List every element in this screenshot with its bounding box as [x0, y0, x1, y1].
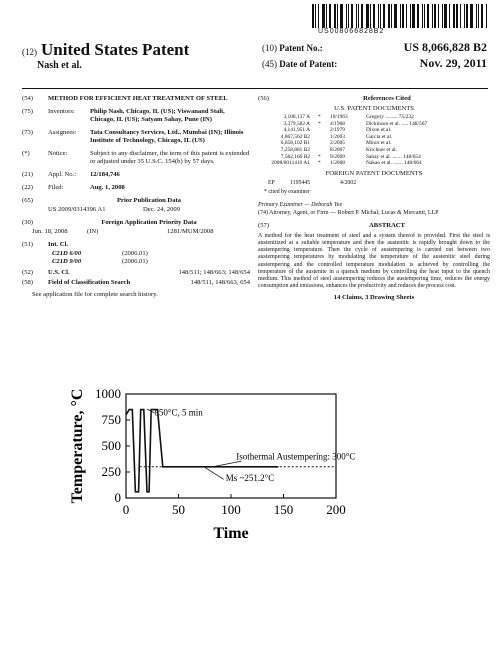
us-doc-date: 10/1963	[330, 114, 348, 120]
us-doc-number: 4,141,951 A	[283, 127, 310, 134]
uscl-value: 148/511; 148/663; 148/654	[178, 269, 250, 276]
prior-code: (65)	[22, 197, 33, 204]
x-tick-label: 50	[172, 502, 185, 517]
y-tick-label: 500	[101, 438, 121, 453]
intcl-row	[52, 258, 250, 266]
refs-heading: References Cited	[363, 95, 411, 102]
patent-title-banner: United States Patent	[41, 40, 190, 59]
patent-no-code: (10)	[262, 43, 277, 53]
us-doc-date: 2/2005	[330, 140, 345, 147]
us-doc-row	[258, 114, 490, 121]
us-doc-inventor: Kirchner et al.	[366, 146, 397, 153]
us-doc-flag: *	[318, 120, 321, 127]
us-doc-date: 2/1979	[330, 127, 345, 134]
assignee-code: (73)	[22, 129, 33, 136]
us-doc-date: 4/1968	[330, 120, 345, 127]
bibliographic-column	[22, 95, 250, 299]
us-doc-row	[258, 121, 490, 128]
foreign-priority-row	[22, 228, 250, 236]
foreign-docs-list	[258, 179, 490, 187]
us-doc-flag	[318, 134, 330, 141]
y-tick-label: 0	[114, 490, 121, 505]
foreign-doc-number: 1195445	[290, 179, 311, 186]
intcl-code: (51)	[22, 241, 33, 248]
us-doc-date: 8/2007	[330, 146, 345, 153]
appl-field	[22, 171, 250, 179]
notice-value: Subject to any disclaimer, the term of this patent is extended or adjusted under 35 U.S.C. 154(b) by 57 days.	[90, 150, 250, 165]
us-doc-date: 9/2009	[330, 153, 345, 160]
claims-sheets: 14 Claims, 3 Drawing Sheets	[333, 294, 415, 302]
appl-label: Appl. No.:	[48, 171, 77, 178]
us-docs-list	[258, 114, 490, 167]
x-tick-label: 200	[326, 502, 346, 517]
us-doc-number: 7,582,166 B2	[280, 153, 310, 160]
inventors-field	[22, 108, 250, 124]
header-left	[22, 40, 189, 71]
us-doc-number: 7,258,881 B2	[280, 146, 310, 153]
notice-field	[22, 150, 250, 166]
title-code: (54)	[22, 95, 33, 102]
uscl-label: U.S. Cl.	[48, 269, 70, 276]
abstract-text: A method for the heat treatment of steel and a system thereof is provided. First the steel is austenitized at a suitable temperature and then the austenitic is rapidly brought down to the austempering temperature. Then the cycle of austempering is carried out between two austempering temperatures by modulating the temperature of the austenitic steel during austempering and the controlled temperature modulation is achieved by controlling the temperature of the austenite in a quench medium by controlling the heat input to the quench medium. This method of steel austempering reduces the austempering time, reduces the energy consumption and emissions, enhances the productivity and reduces the process cost.	[258, 232, 490, 290]
intcl-version: (2006.01)	[122, 258, 148, 265]
us-doc-number: 3,379,582 A	[283, 120, 310, 127]
us-doc-row	[258, 160, 490, 167]
us-doc-flag: *	[318, 153, 321, 160]
filed-field	[22, 184, 250, 192]
field-search-code: (58)	[22, 279, 33, 286]
intcl-field	[22, 241, 250, 249]
uscl-code: (52)	[22, 269, 33, 276]
us-doc-inventor: Minor et al.	[366, 140, 392, 147]
us-doc-inventor: Gregory ......... 75/232	[366, 114, 414, 120]
foreign-priority-date: Jun. 18, 2008	[32, 228, 68, 235]
doc-code: (12)	[22, 47, 37, 57]
prior-pub-row	[22, 206, 250, 214]
filed-date: Aug. 1, 2008	[90, 184, 125, 191]
inventors-label: Inventors:	[48, 108, 75, 115]
assignee-label: Assignees:	[48, 129, 77, 136]
field-search	[22, 279, 250, 287]
us-doc-inventor: Nakao et al. ....... 148/664	[366, 160, 422, 167]
patent-date: Nov. 29, 2011	[419, 56, 487, 70]
x-tick-label: 150	[273, 502, 294, 517]
annotation-ms: Ms ~251.2°C	[225, 472, 275, 483]
y-tick-label: 250	[101, 464, 121, 479]
us-doc-flag	[318, 127, 330, 134]
date-label: Date of Patent:	[279, 59, 338, 69]
foreign-doc-country: EP	[268, 179, 275, 186]
us-doc-row	[258, 134, 490, 141]
title-field	[22, 95, 250, 103]
us-doc-inventor: Dixon et al.	[366, 127, 392, 134]
annotation-isothermal: Isothermal Austempering: 300°C	[236, 451, 356, 462]
foreign-priority-heading: Foreign Application Priority Data	[101, 219, 197, 226]
intcl-list	[22, 250, 250, 266]
filed-label: Filed:	[48, 184, 64, 191]
x-axis-label: Time	[213, 525, 249, 542]
us-doc-flag	[318, 140, 330, 147]
us-doc-flag: *	[318, 160, 321, 167]
temperature-time-chart	[0, 372, 500, 645]
us-doc-number: 6,858,102 B1	[280, 140, 310, 147]
annotation-arrow	[205, 467, 224, 479]
see-application: See application file for complete search history.	[32, 291, 158, 298]
y-tick-label: 1000	[95, 386, 121, 401]
us-doc-flag	[318, 147, 330, 154]
us-doc-number: 2008/0011410 A1	[271, 160, 310, 167]
refs-code: (56)	[258, 95, 269, 102]
cited-by: * cited by examiner	[264, 188, 310, 195]
intcl-version: (2006.01)	[122, 250, 148, 257]
filed-code: (22)	[22, 184, 33, 191]
foreign-priority-code: (30)	[22, 219, 33, 226]
inventors-short: Nash et al.	[37, 60, 82, 71]
abstract-code: (57)	[258, 221, 269, 229]
foreign-priority-field	[22, 219, 250, 227]
inventors-value: Philip Nash, Chicago, IL (US); Viswanand Stali, Chicago, IL (US); Satyam Sahay, Pune (IN)	[90, 108, 225, 123]
us-doc-number: 4,867,562 B2	[280, 133, 310, 140]
us-doc-date: 1/2008	[330, 160, 345, 167]
patent-number: US 8,066,828 B2	[403, 40, 487, 54]
us-doc-inventor: Garcia et al.	[366, 133, 393, 140]
abstract-header	[258, 222, 490, 230]
y-axis-label: Temperature, °C	[69, 388, 86, 504]
abstract-heading: ABSTRACT	[369, 221, 405, 229]
us-doc-row	[258, 127, 490, 134]
us-docs-heading: U.S. PATENT DOCUMENTS	[334, 105, 414, 112]
appl-code: (21)	[22, 171, 33, 178]
prior-pub-field	[22, 197, 250, 205]
intcl-row	[52, 250, 250, 258]
notice-label: Notice:	[48, 150, 68, 157]
field-search-label: Field of Classification Search	[48, 279, 131, 286]
intcl-class: C21D 9/00	[52, 258, 82, 265]
foreign-doc-row	[268, 179, 490, 187]
attorney: (74) Attorney, Agent, or Firm — Robert P. Michal; Lucas & Mercanti, LLP	[258, 209, 439, 216]
us-doc-row	[258, 147, 490, 154]
prior-pub-date: Dec. 24, 2009	[143, 206, 180, 213]
annotation-arrow	[215, 461, 241, 466]
assignee-value: Tata Consultancy Services, Ltd., Mumbai (IN); Illinois Institute of Technology, Chicago, IL (US)	[90, 129, 244, 144]
prior-pub-number: US 2009/0314396 A1	[48, 206, 106, 213]
notice-code: (*)	[22, 150, 30, 157]
references-column	[258, 95, 490, 302]
appl-number: 12/184,746	[90, 171, 120, 178]
date-code: (45)	[262, 59, 277, 69]
invention-title: METHOD FOR EFFICIENT HEAT TREATMENT OF STEEL	[48, 95, 228, 102]
inventors-code: (75)	[22, 108, 33, 115]
uscl-field	[22, 269, 250, 277]
us-doc-flag: *	[318, 114, 321, 120]
header-right	[262, 40, 487, 72]
annotation-austenitize: 850°C, 5 min	[154, 407, 203, 418]
intcl-label: Int. Cl.	[48, 241, 68, 248]
primary-examiner: Primary Examiner — Deborah Yee	[258, 201, 343, 208]
x-tick-label: 100	[221, 502, 241, 517]
barcode	[312, 4, 492, 28]
intcl-class: C21D 6/00	[52, 250, 82, 257]
x-tick-label: 0	[122, 502, 130, 517]
foreign-docs-heading: FOREIGN PATENT DOCUMENTS	[325, 169, 423, 177]
foreign-priority-number: 1281/MUM/2008	[167, 228, 214, 235]
us-doc-date: 1/2003	[330, 133, 345, 140]
us-doc-inventor: Dickinson et al. ..... 148/567	[366, 120, 428, 127]
us-doc-number: 3,108,137 A	[283, 114, 310, 120]
foreign-doc-date: 4/2002	[340, 179, 357, 186]
us-doc-row	[258, 140, 490, 147]
patent-no-label: Patent No.:	[279, 43, 323, 53]
us-doc-inventor: Sahay et al. ....... 148/654	[366, 153, 421, 160]
field-search-value: 148/511, 148/663, 654	[190, 279, 250, 286]
y-tick-label: 750	[101, 412, 121, 427]
barcode-number: US008066828B2	[318, 28, 385, 35]
assignee-field	[22, 129, 250, 145]
prior-heading: Prior Publication Data	[117, 197, 181, 204]
us-doc-row	[258, 154, 490, 161]
refs-header	[258, 95, 490, 103]
header-rule	[22, 88, 488, 89]
foreign-priority-country: (IN)	[87, 228, 99, 235]
